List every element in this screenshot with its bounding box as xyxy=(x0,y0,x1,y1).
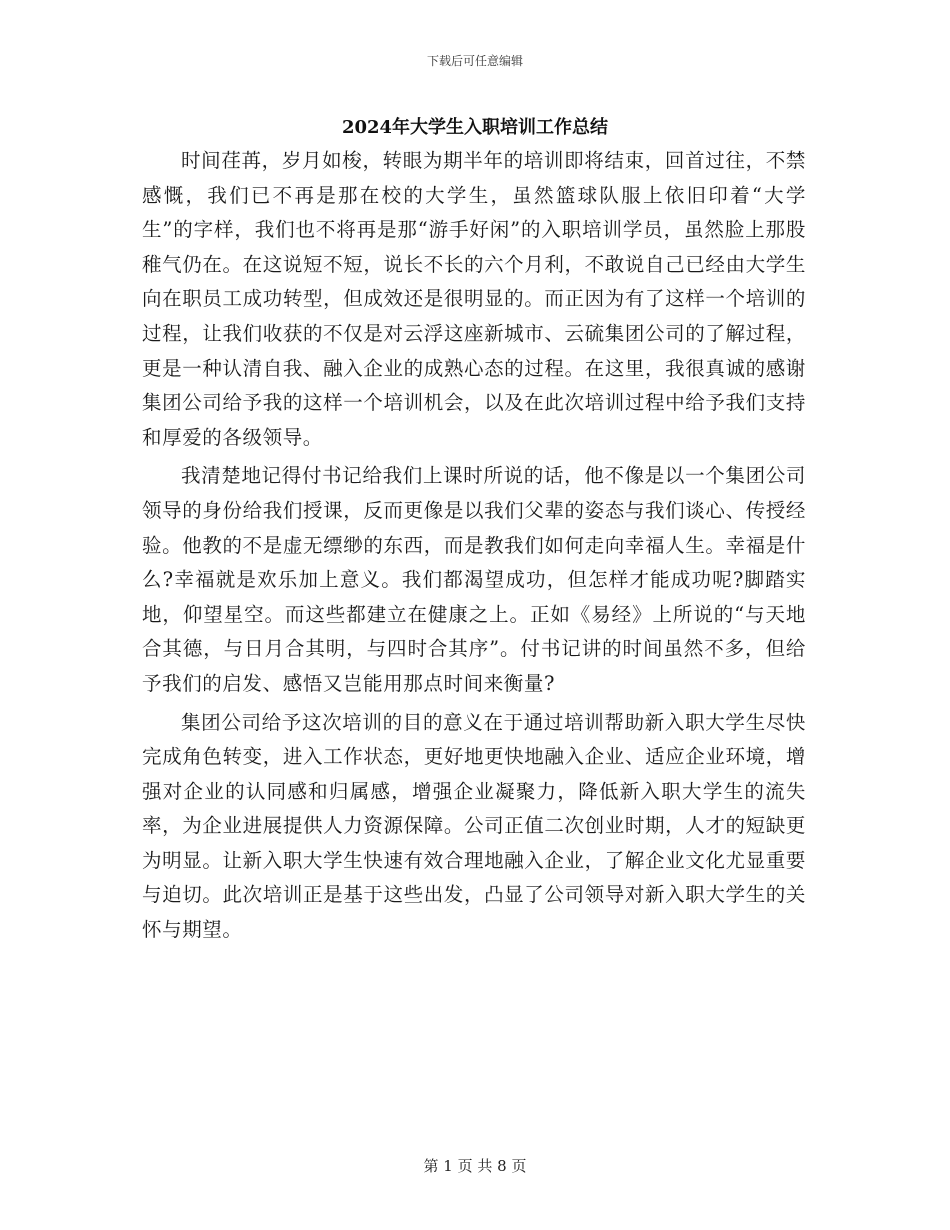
page-number: 第 1 页 共 8 页 xyxy=(423,1157,527,1175)
paragraph-2: 我清楚地记得付书记给我们上课时所说的话，他不像是以一个集团公司领导的身份给我们授课，反而更像是以我们父辈的姿态与我们谈心、传授经验。他教的不是虚无缥缈的东西，而是教我们如何走向幸福人生。幸福是什么?幸福就是欢乐加上意义。我们都渴望成功，但怎样才能成功呢?脚踏实地，仰望星空。而这些都建立在健康之上。正如《易经》上所说的“与天地合其德，与日月合其明，与四时合其序”。付书记讲的时间虽然不多，但给予我们的启发、感悟又岂能用那点时间来衡量? xyxy=(142,464,806,695)
paragraph-1: 时间荏苒，岁月如梭，转眼为期半年的培训即将结束，回首过往，不禁感慨，我们已不再是那在校的大学生，虽然篮球队服上依旧印着“大学生”的字样，我们也不将再是那“游手好闲”的入职培训学员，虽然脸上那股稚气仍在。在这说短不短，说长不长的六个月利，不敢说自己已经由大学生向在职员工成功转型，但成效还是很明显的。而正因为有了这样一个培训的过程，让我们收获的不仅是对云浮这座新城市、云硫集团公司的了解过程，更是一种认清自我、融入企业的成熟心态的过程。在这里，我很真诚的感谢集团公司给予我的这样一个培训机会，以及在此次培训过程中给予我们支持和厚爱的各级领导。 xyxy=(142,149,806,449)
header-note: 下载后可任意编辑 xyxy=(426,54,523,68)
document-title: 2024年大学生入职培训工作总结 xyxy=(341,117,609,138)
document-body xyxy=(142,144,806,952)
paragraph-3: 集团公司给予这次培训的目的意义在于通过培训帮助新入职大学生尽快完成角色转变，进入工作状态，更好地更快地融入企业、适应企业环境，增强对企业的认同感和归属感，增强企业凝聚力，降低新入职大学生的流失率，为企业进展提供人力资源保障。公司正值二次创业时期，人才的短缺更为明显。让新入职大学生快速有效合理地融入企业，了解企业文化尤显重要与迫切。此次培训正是基于这些出发，凸显了公司领导对新入职大学生的关怀与期望。 xyxy=(142,710,806,942)
